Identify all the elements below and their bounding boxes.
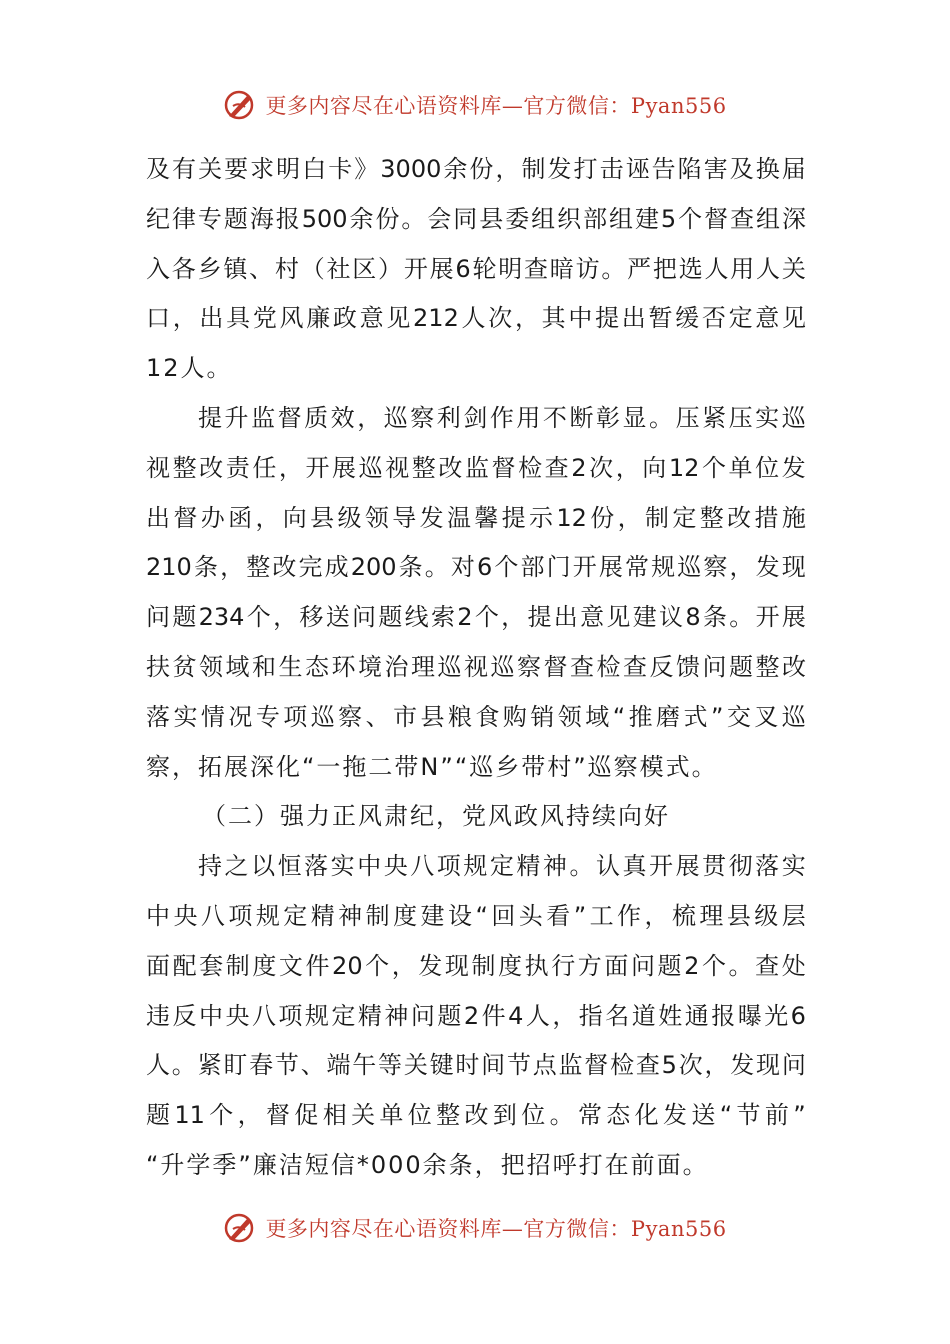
text-line: 提 升 监 督 质 效 ， 巡 察 利 剑 作 用 不 断 彰 显 。 压 紧 压 实 巡	[198, 403, 806, 432]
text-line: 面 配 套 制 度 文 件 20 个 ， 发 现 制 度 执 行 方 面 问 题 2 个 。 查 处	[146, 951, 806, 980]
text-line: 落 实 情 况 专 项 巡 察 、 市 县 粮 食 购 销 领 域 “ 推 磨 式 ” 交 叉 巡	[146, 702, 806, 731]
text-line: 210 条 ， 整 改 完 成 200 条 。 对 6 个 部 门 开 展 常 规 巡 察 ， 发 现	[146, 553, 806, 582]
text-line: 及 有 关 要 求 明 白 卡 》 3000 余 份 ， 制 发 打 击 诬 告 陷 害 及 换 届	[146, 155, 806, 183]
banner-text: 更多内容尽在心语资料库—官方微信：Pyan556	[265, 94, 727, 118]
pen-logo-icon	[223, 88, 257, 122]
text-line: 题 11 个 ， 督 促 相 关 单 位 整 改 到 位 。 常 态 化 发 送 “ 节 前 ”	[146, 1101, 806, 1130]
text-line: 入 各 乡 镇 、 村 （ 社 区 ） 开 展 6 轮 明 查 暗 访 。 严 把 选 人 用 人 关	[146, 254, 806, 283]
text-line: 出 督 办 函 ， 向 县 级 领 导 发 温 馨 提 示 12 份 ， 制 定 整 改 措 施	[146, 503, 806, 532]
header-banner	[0, 80, 950, 130]
text-line: 中 央 八 项 规 定 精 神 制 度 建 设 “ 回 头 看 ” 工 作 ， 梳 理 县 级 层	[146, 901, 806, 930]
text-line: 口 ， 出 具 党 风 廉 政 意 见 212 人 次 ， 其 中 提 出 暂 缓 否 定 意 见	[146, 304, 806, 333]
text-line: 问 题 234 个 ， 移 送 问 题 线 索 2 个 ， 提 出 意 见 建 议 8 条 。 开 展	[146, 603, 806, 632]
document-body	[146, 145, 806, 1191]
text-line: 人 。 紧 盯 春 节 、 端 午 等 关 键 时 间 节 点 监 督 检 查 5 次 ， 发 现 问	[146, 1051, 806, 1080]
banner-text: 更多内容尽在心语资料库—官方微信：Pyan556	[265, 1217, 727, 1241]
text-line: 12人。	[146, 354, 233, 383]
text-line: （二）强力正风肃纪，党风政风持续向好	[202, 802, 670, 831]
text-line: 持 之 以 恒 落 实 中 央 八 项 规 定 精 神 。 认 真 开 展 贯 彻 落 实	[198, 852, 806, 881]
pen-logo-icon	[223, 1211, 257, 1245]
text-line: 纪 律 专 题 海 报 500 余 份 。 会 同 县 委 组 织 部 组 建 5 个 督 查 组 深	[146, 204, 806, 233]
text-line: 察，拓展深化“一拖二带N”“巡乡带村”巡察模式。	[146, 752, 718, 781]
text-line: 扶 贫 领 域 和 生 态 环 境 治 理 巡 视 巡 察 督 查 检 查 反 馈 问 题 整 改	[146, 652, 806, 681]
footer-banner	[0, 1203, 950, 1253]
text-line: “升学季”廉洁短信*000余条，把招呼打在前面。	[146, 1150, 709, 1179]
text-line: 违 反 中 央 八 项 规 定 精 神 问 题 2 件 4 人 ， 指 名 道 姓 通 报 曝 光 6	[146, 1001, 806, 1030]
text-line: 视 整 改 责 任 ， 开 展 巡 视 整 改 监 督 检 查 2 次 ， 向 12 个 单 位 发	[146, 453, 806, 482]
